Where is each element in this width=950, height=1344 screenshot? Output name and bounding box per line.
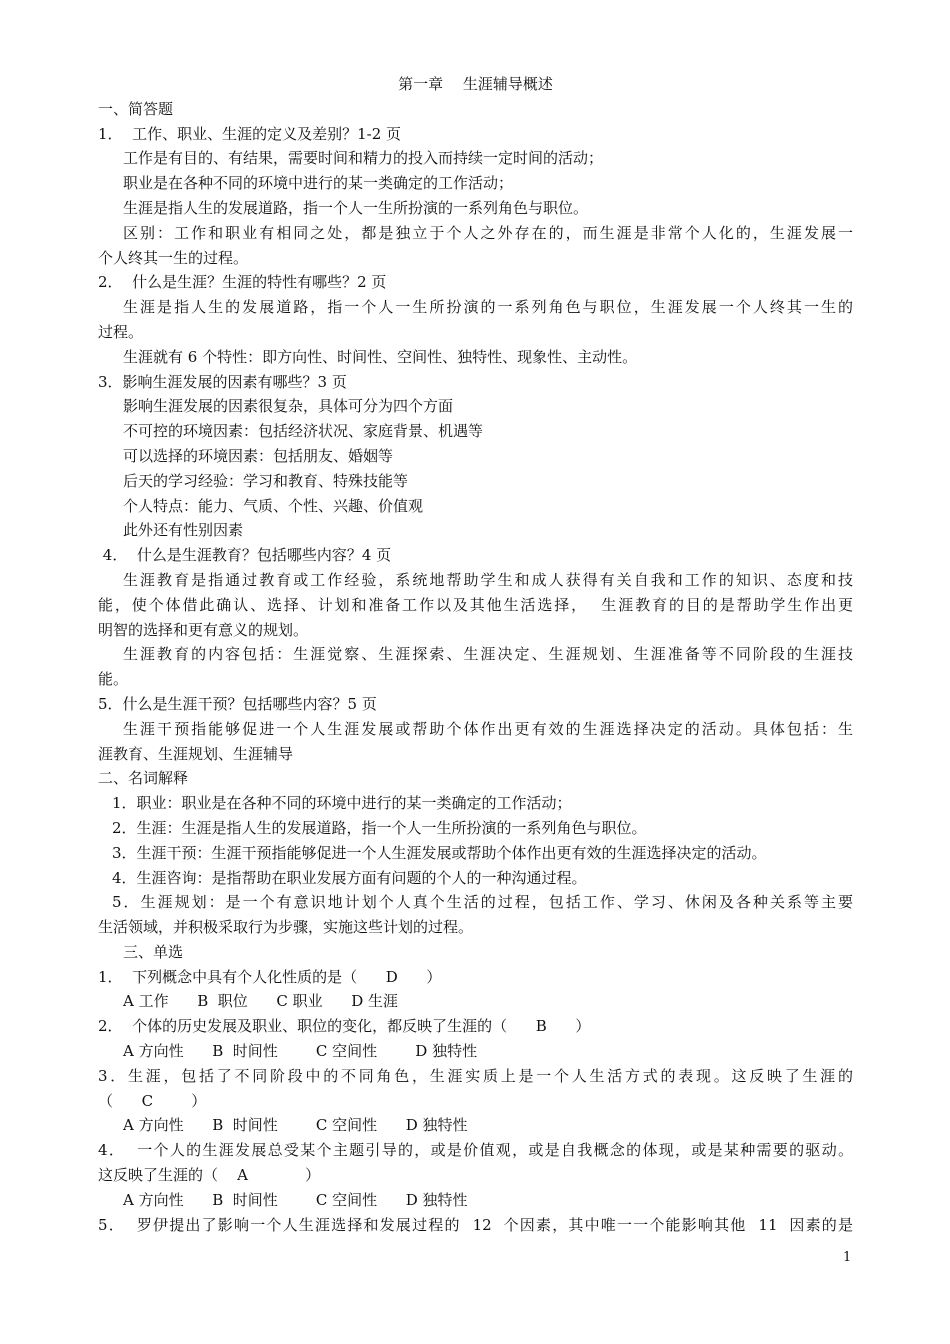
text-line: 能，使个体借此确认、选择、计划和准备工作以及其他生活选择， 生涯教育的目的是帮助学生作出更 (98, 595, 853, 614)
text-line: 4． 一个人的生涯发展总受某个主题引导的，或是价值观，或是自我概念的体现，或是某种需要的驱动。 (98, 1141, 853, 1160)
text-line: 能。 (98, 670, 129, 689)
text-line: 生涯教育的内容包括：生涯觉察、生涯探索、生涯决定、生涯规划、生涯准备等不同阶段的生涯技 (123, 645, 853, 664)
text-line: 一、简答题 (98, 99, 174, 118)
text-line: 生涯干预指能够促进一个人生涯发展或帮助个体作出更有效的生涯选择决定的活动。具体包括：生 (123, 719, 853, 738)
text-line: 4． 什么是生涯教育？包括哪些内容？4 页 (98, 546, 392, 565)
text-line: 1．职业：职业是在各种不同的环境中进行的某一类确定的工作活动； (112, 794, 572, 813)
text-line: 2． 什么是生涯？生涯的特性有哪些？2 页 (98, 273, 387, 292)
text-line: 职业是在各种不同的环境中进行的某一类确定的工作活动； (123, 174, 514, 193)
text-line: 个人特点：能力、气质、个性、兴趣、价值观 (123, 496, 424, 515)
text-line: 生涯是指人生的发展道路，指一个人一生所扮演的一系列角色与职位，生涯发展一个人终其一生的 (123, 298, 853, 317)
text-line: 明智的选择和更有意义的规划。 (98, 620, 309, 639)
text-line: 过程。 (98, 322, 144, 341)
text-line: 影响生涯发展的因素很复杂，具体可分为四个方面 (123, 397, 454, 416)
text-line: 个人终其一生的过程。 (98, 248, 249, 267)
text-line: 3．生涯干预：生涯干预指能够促进一个人生涯发展或帮助个体作出更有效的生涯选择决定的活动。 (112, 843, 767, 862)
text-line: A 工作 B 职位 C 职业 D 生涯 (123, 992, 399, 1011)
text-line: 二、名词解释 (98, 769, 189, 788)
text-line: 3．生涯，包括了不同阶段中的不同角色，生涯实质上是一个人生活方式的表现。这反映了生涯的 (98, 1066, 853, 1085)
text-line: 5． 罗伊提出了影响一个人生涯选择和发展过程的 12 个因素，其中唯一一个能影响其他 11 因素的是 (98, 1215, 853, 1234)
chapter-title: 第一章 生涯辅导概述 (398, 75, 553, 93)
text-line: A 方向性 B 时间性 C 空间性 D 独特性 (123, 1116, 468, 1135)
text-line: （ C ） (98, 1091, 207, 1110)
text-line: 此外还有性别因素 (123, 521, 244, 540)
text-line: 5．生涯规划：是一个有意识地计划个人真个生活的过程，包括工作、学习、休闲及各种关系等主要 (112, 893, 853, 912)
text-line: 三、单选 (123, 942, 184, 961)
text-line: 工作是有目的、有结果，需要时间和精力的投入而持续一定时间的活动； (123, 149, 604, 168)
text-line: 2．生涯：生涯是指人生的发展道路，指一个人一生所扮演的一系列角色与职位。 (112, 818, 647, 837)
text-line: A 方向性 B 时间性 C 空间性 D 独特性 (123, 1042, 478, 1061)
text-line: A 方向性 B 时间性 C 空间性 D 独特性 (123, 1190, 468, 1209)
text-lines (98, 97, 853, 1238)
text-line: 3．影响生涯发展的因素有哪些？3 页 (98, 372, 347, 391)
text-line: 5．什么是生涯干预？包括哪些内容？5 页 (98, 694, 377, 713)
text-line: 2． 个体的历史发展及职业、职位的变化，都反映了生涯的（ B ） (98, 1017, 591, 1036)
text-line: 生涯就有 6 个特性：即方向性、时间性、空间性、独特性、现象性、主动性。 (123, 347, 638, 366)
text-line: 4．生涯咨询：是指帮助在职业发展方面有问题的个人的一种沟通过程。 (112, 868, 587, 887)
text-line: 生涯是指人生的发展道路，指一个人一生所扮演的一系列角色与职位。 (123, 198, 589, 217)
page-number: 1 (843, 1250, 852, 1265)
text-line: 可以选择的环境因素：包括朋友、婚姻等 (123, 446, 394, 465)
text-line: 后天的学习经验：学习和教育、特殊技能等 (123, 471, 409, 490)
text-line: 这反映了生涯的（ A ） (98, 1166, 321, 1185)
text-line: 1． 工作、职业、生涯的定义及差别？1-2 页 (98, 124, 402, 143)
text-line: 不可控的环境因素：包括经济状况、家庭背景、机遇等 (123, 422, 484, 441)
text-line: 生活领域，并积极采取行为步骤，实施这些计划的过程。 (98, 918, 474, 937)
text-line: 生涯教育是指通过教育或工作经验，系统地帮助学生和成人获得有关自我和工作的知识、态度和技 (123, 570, 853, 589)
document-body (98, 72, 853, 1237)
text-line: 区别：工作和职业有相同之处，都是独立于个人之外存在的，而生涯是非常个人化的，生涯发展一 (123, 223, 853, 242)
text-line: 1． 下列概念中具有个人化性质的是（ D ） (98, 967, 442, 986)
text-line: 涯教育、生涯规划、生涯辅导 (98, 744, 294, 763)
